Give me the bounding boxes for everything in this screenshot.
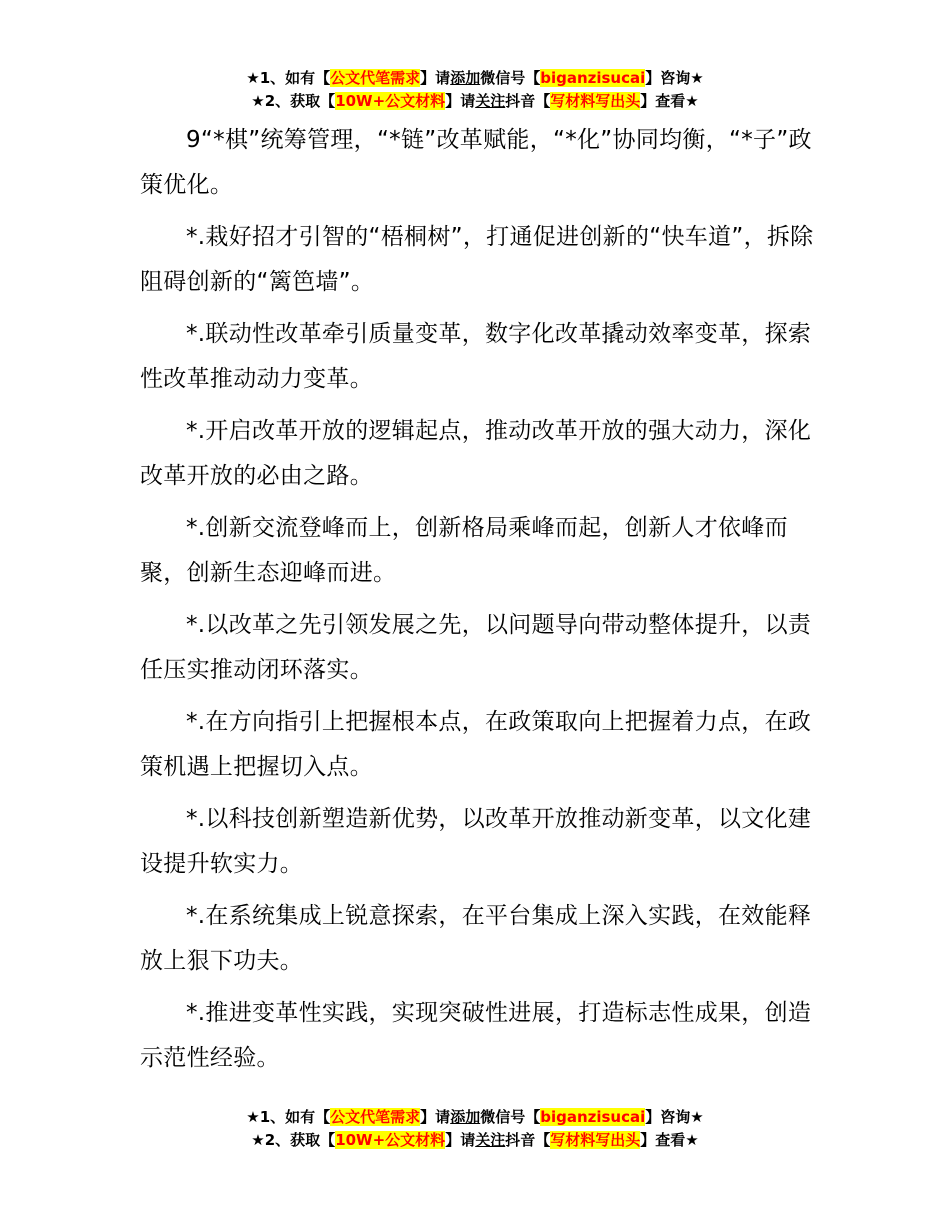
banner-highlight: biganzisucai xyxy=(540,69,646,87)
banner-text: 】查看★ xyxy=(640,1131,699,1149)
paragraph: *.创新交流登峰而上，创新格局乘峰而起，创新人才依峰而聚，创新生态迎峰而进。 xyxy=(140,515,788,586)
banner-highlight: 写材料写出头 xyxy=(550,1131,641,1149)
banner-text: ★1、如有【 xyxy=(246,69,331,87)
banner-text: ★1、如有【 xyxy=(246,1108,331,1126)
banner-underlined: 添加 xyxy=(450,69,481,87)
banner-line-1 xyxy=(0,67,950,90)
paragraph: *.在方向指引上把握根本点，在政策取向上把握着力点，在政策机遇上把握切入点。 xyxy=(140,709,812,780)
banner-text: 】请 xyxy=(445,92,476,110)
banner-highlight: 公文代笔需求 xyxy=(330,1108,421,1126)
paragraph: *.以科技创新塑造新优势，以改革开放推动新变革，以文化建设提升软实力。 xyxy=(140,806,812,877)
banner-highlight: 公文代笔需求 xyxy=(330,69,421,87)
banner-text: 抖音【 xyxy=(505,92,551,110)
banner-text: 】请 xyxy=(420,1108,451,1126)
banner-highlight: 10W+公文材料 xyxy=(335,92,446,110)
banner-underlined: 添加 xyxy=(450,1108,481,1126)
banner-line-2 xyxy=(0,90,950,113)
paragraph: *.联动性改革牵引质量变革，数字化改革撬动效率变革，探索性改革推动动力变革。 xyxy=(140,321,812,392)
banner-text: ★2、获取【 xyxy=(251,92,336,110)
banner-line-2 xyxy=(0,1129,950,1152)
banner-text: 】请 xyxy=(420,69,451,87)
banner-text: 】咨询★ xyxy=(645,69,704,87)
banner-text: 】请 xyxy=(445,1131,476,1149)
banner-underlined: 关注 xyxy=(475,1131,506,1149)
document-body xyxy=(140,118,820,1088)
paragraph: *.开启改革开放的逻辑起点，推动改革开放的强大动力，深化改革开放的必由之路。 xyxy=(140,418,812,489)
paragraph: *.以改革之先引领发展之先，以问题导向带动整体提升，以责任压实推动闭环落实。 xyxy=(140,612,812,683)
banner-text: 】查看★ xyxy=(640,92,699,110)
paragraph: 9“*棋”统筹管理，“*链”改革赋能，“*化”协同均衡，“*子”政策优化。 xyxy=(140,127,812,198)
paragraph: *.栽好招才引智的“梧桐树”，打通促进创新的“快车道”，拆除阻碍创新的“篱笆墙”。 xyxy=(140,224,814,295)
banner-underlined: 关注 xyxy=(475,92,506,110)
banner-text: 微信号【 xyxy=(480,1108,541,1126)
banner-highlight: 10W+公文材料 xyxy=(335,1131,446,1149)
banner-text: 】咨询★ xyxy=(645,1108,704,1126)
footer-banner xyxy=(0,1106,950,1152)
paragraph: *.推进变革性实践，实现突破性进展，打造标志性成果，创造示范性经验。 xyxy=(140,1000,812,1071)
banner-highlight: biganzisucai xyxy=(540,1108,646,1126)
banner-text: ★2、获取【 xyxy=(251,1131,336,1149)
header-banner xyxy=(0,67,950,113)
banner-text: 抖音【 xyxy=(505,1131,551,1149)
banner-line-1 xyxy=(0,1106,950,1129)
banner-highlight: 写材料写出头 xyxy=(550,92,641,110)
paragraph: *.在系统集成上锐意探索，在平台集成上深入实践，在效能释放上狠下功夫。 xyxy=(140,903,812,974)
banner-text: 微信号【 xyxy=(480,69,541,87)
